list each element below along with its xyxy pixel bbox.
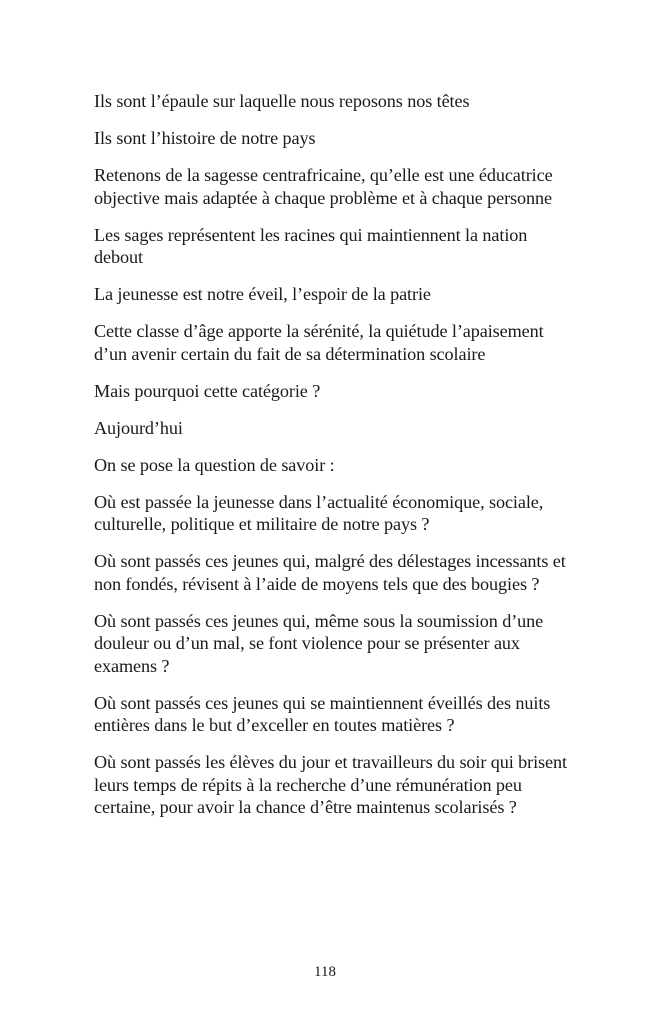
- paragraph: Cette classe d’âge apporte la sérénité, la quiétude l’apaisement d’un avenir certain du fait de sa détermination scolaire: [94, 321, 544, 364]
- paragraph: On se pose la question de savoir :: [94, 454, 335, 475]
- paragraph: Les sages représentent les racines qui maintiennent la nation debout: [94, 224, 528, 267]
- paragraph: Ils sont l’épaule sur laquelle nous reposons nos têtes: [94, 91, 470, 111]
- paragraph: Aujourd’hui: [94, 417, 183, 438]
- paragraph: Où sont passés les élèves du jour et travailleurs du soir qui brisent leurs temps de répits à la recherche d’une rémunération peu certaine, pour avoir la chance d’être maintenus scolarisés ?: [94, 752, 567, 817]
- paragraph: Ils sont l’histoire de notre pays: [94, 128, 316, 148]
- page-body: [94, 90, 569, 833]
- paragraph: Mais pourquoi cette catégorie ?: [94, 380, 321, 401]
- paragraph: Où sont passés ces jeunes qui, malgré des délestages incessants et non fondés, révisent à l’aide de moyens tels que des bougies ?: [94, 551, 566, 594]
- paragraph: La jeunesse est notre éveil, l’espoir de la patrie: [94, 284, 431, 304]
- paragraph: Où est passée la jeunesse dans l’actualité économique, sociale, culturelle, politique et militaire de notre pays ?: [94, 491, 544, 534]
- page-number: 118: [314, 964, 336, 980]
- paragraph: Où sont passés ces jeunes qui, même sous la soumission d’une douleur ou d’un mal, se font violence pour se présenter aux examens ?: [94, 610, 544, 676]
- paragraph: Retenons de la sagesse centrafricaine, qu’elle est une éducatrice objective mais adaptée à chaque problème et à chaque personne: [94, 165, 553, 208]
- paragraph: Où sont passés ces jeunes qui se maintiennent éveillés des nuits entières dans le but d’exceller en toutes matières ?: [94, 692, 551, 735]
